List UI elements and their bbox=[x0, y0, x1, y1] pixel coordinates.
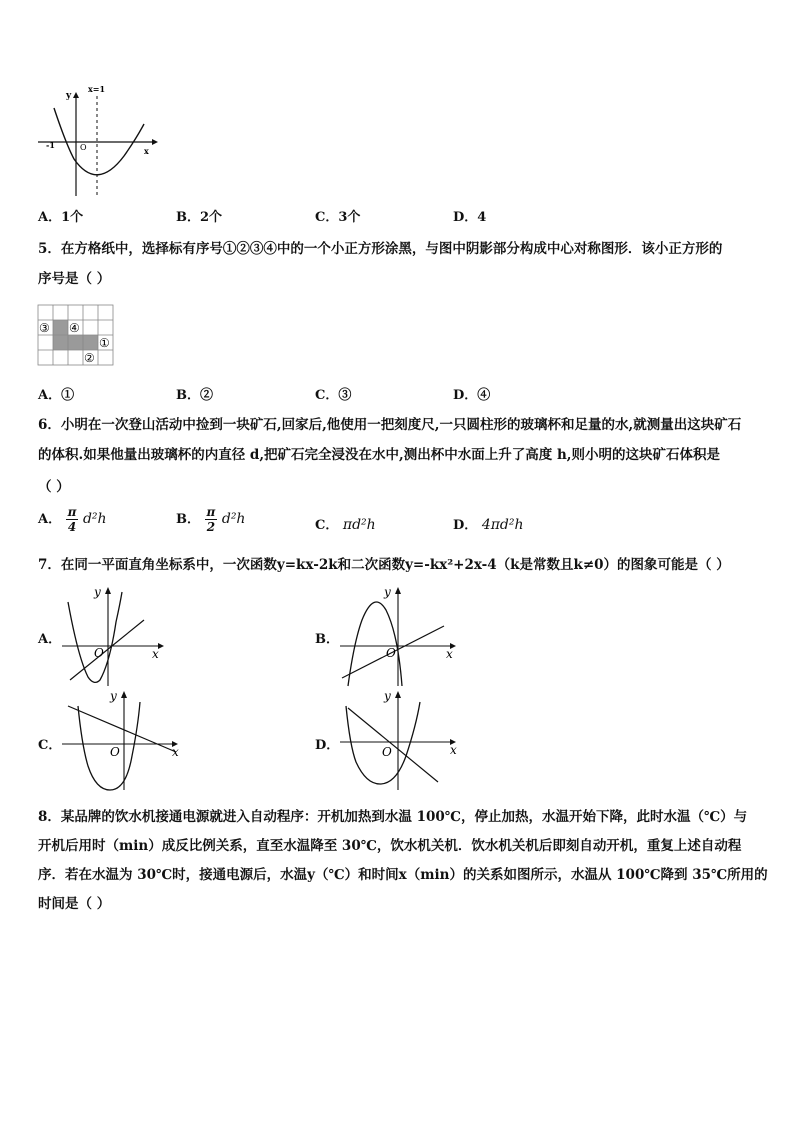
q6-option-a-label: A． bbox=[38, 512, 62, 527]
q6-option-a-num: π bbox=[67, 505, 77, 519]
q8-line3: 序．若在水温为 30℃时，接通电源后，水温y（℃）和时间x（min）的关系如图所示，水温从 100℃降到 35℃所用的 bbox=[38, 867, 768, 883]
x-label: x bbox=[152, 647, 159, 661]
q6-option-b-fraction bbox=[205, 505, 218, 534]
shaded-cell bbox=[68, 335, 83, 350]
linear-function-line bbox=[68, 706, 176, 752]
q7-graph-d bbox=[336, 686, 462, 792]
shaded-cell bbox=[83, 335, 98, 350]
q6-option-b-den: 2 bbox=[206, 520, 216, 534]
q5-option-a: A．① bbox=[38, 388, 75, 403]
q6-option-a-fraction bbox=[66, 505, 79, 534]
q7-graph-b bbox=[336, 582, 460, 688]
q6-option-b-num: π bbox=[206, 505, 216, 519]
q7-graph-a bbox=[58, 582, 168, 688]
q6-option-a-den: 4 bbox=[67, 520, 77, 534]
neg-one-label: -1 bbox=[46, 140, 55, 150]
q7-option-c: C． bbox=[38, 738, 62, 753]
origin-label: O bbox=[80, 143, 87, 152]
grid-label-4: ④ bbox=[69, 321, 80, 335]
origin-label: O bbox=[94, 646, 104, 660]
q5-option-c: C．③ bbox=[315, 388, 352, 403]
x-label: x bbox=[446, 647, 453, 661]
parabola-curve bbox=[78, 702, 140, 790]
q8-line4: 时间是（ ） bbox=[38, 896, 111, 912]
q5-option-b: B．② bbox=[176, 388, 213, 403]
q4-option-d: D．4 bbox=[453, 210, 487, 225]
q8-line2: 开机后用时（min）成反比例关系，直至水温降至 30℃，饮水机关机．饮水机关机后即刻自动开机，重复上述自动程 bbox=[38, 838, 742, 854]
y-label: y bbox=[384, 689, 391, 703]
q6-option-b-tail: d²h bbox=[221, 511, 246, 527]
y-label: y bbox=[384, 585, 391, 599]
q7-graph-c bbox=[58, 686, 184, 792]
origin-label: O bbox=[110, 745, 120, 759]
q6-option-d-label: D． bbox=[453, 518, 478, 533]
q7-option-a: A． bbox=[38, 632, 62, 647]
x-label: x bbox=[144, 146, 149, 156]
q5-grid-figure bbox=[37, 304, 117, 370]
q5-line1: 5．在方格纸中，选择标有序号①②③④中的一个小正方形涂黑，与图中阴影部分构成中心对称图形．该小正方形的 bbox=[38, 241, 723, 257]
q6-line1: 6．小明在一次登山活动中捡到一块矿石,回家后,他使用一把刻度尺,一只圆柱形的玻璃杯和足量的水,就测量出这块矿石 bbox=[38, 417, 742, 433]
y-axis-arrow bbox=[73, 92, 79, 98]
x-label: x bbox=[172, 745, 179, 759]
q6-option-a bbox=[38, 505, 107, 534]
q4-option-c: C．3个 bbox=[315, 210, 361, 225]
q6-line3: （ ） bbox=[38, 479, 70, 495]
q4-parabola-graph bbox=[36, 84, 160, 198]
q6-option-c-label: C． bbox=[315, 518, 339, 533]
parabola-curve bbox=[346, 702, 420, 784]
q6-option-a-tail: d²h bbox=[82, 511, 107, 527]
q6-option-d bbox=[453, 514, 524, 533]
q4-option-b: B．2个 bbox=[176, 210, 223, 225]
q6-option-b-label: B． bbox=[176, 512, 200, 527]
q7-option-d: D． bbox=[315, 738, 340, 753]
q5-option-d: D．④ bbox=[453, 388, 491, 403]
parabola-curve bbox=[68, 592, 122, 682]
axis-label-x1: x=1 bbox=[88, 84, 106, 94]
q6-option-c-expr: πd²h bbox=[342, 517, 376, 533]
q6-option-b bbox=[176, 505, 245, 534]
grid-label-1: ① bbox=[99, 336, 110, 350]
q6-option-c bbox=[315, 514, 376, 533]
q4-option-a: A．1个 bbox=[38, 210, 84, 225]
q5-line2: 序号是（ ） bbox=[38, 271, 111, 287]
q6-option-d-expr: 4πd²h bbox=[481, 517, 524, 533]
shaded-cell bbox=[53, 335, 68, 350]
grid-label-2: ② bbox=[84, 351, 95, 365]
x-axis-arrow bbox=[152, 139, 158, 145]
q7-option-b: B． bbox=[315, 632, 339, 647]
linear-function-line bbox=[70, 620, 144, 680]
origin-label: O bbox=[382, 745, 392, 759]
x-label: x bbox=[450, 743, 457, 757]
shaded-cell bbox=[53, 320, 68, 335]
parabola-curve bbox=[54, 108, 144, 175]
y-label: y bbox=[110, 689, 117, 703]
q7-line1: 7．在同一平面直角坐标系中，一次函数y=kx-2k和二次函数y=-kx²+2x-4（k是常数且k≠0）的图象可能是（ ） bbox=[38, 557, 730, 573]
parabola-curve bbox=[348, 602, 402, 686]
y-label: y bbox=[66, 91, 72, 101]
origin-label: O bbox=[386, 646, 396, 660]
y-label: y bbox=[94, 585, 101, 599]
grid-label-3: ③ bbox=[39, 321, 50, 335]
q6-line2: 的体积.如果他量出玻璃杯的内直径 d,把矿石完全浸没在水中,测出杯中水面上升了高度 h,则小明的这块矿石体积是 bbox=[38, 447, 720, 463]
q8-line1: 8．某品牌的饮水机接通电源就进入自动程序：开机加热到水温 100℃，停止加热，水温开始下降，此时水温（℃）与 bbox=[38, 809, 748, 825]
